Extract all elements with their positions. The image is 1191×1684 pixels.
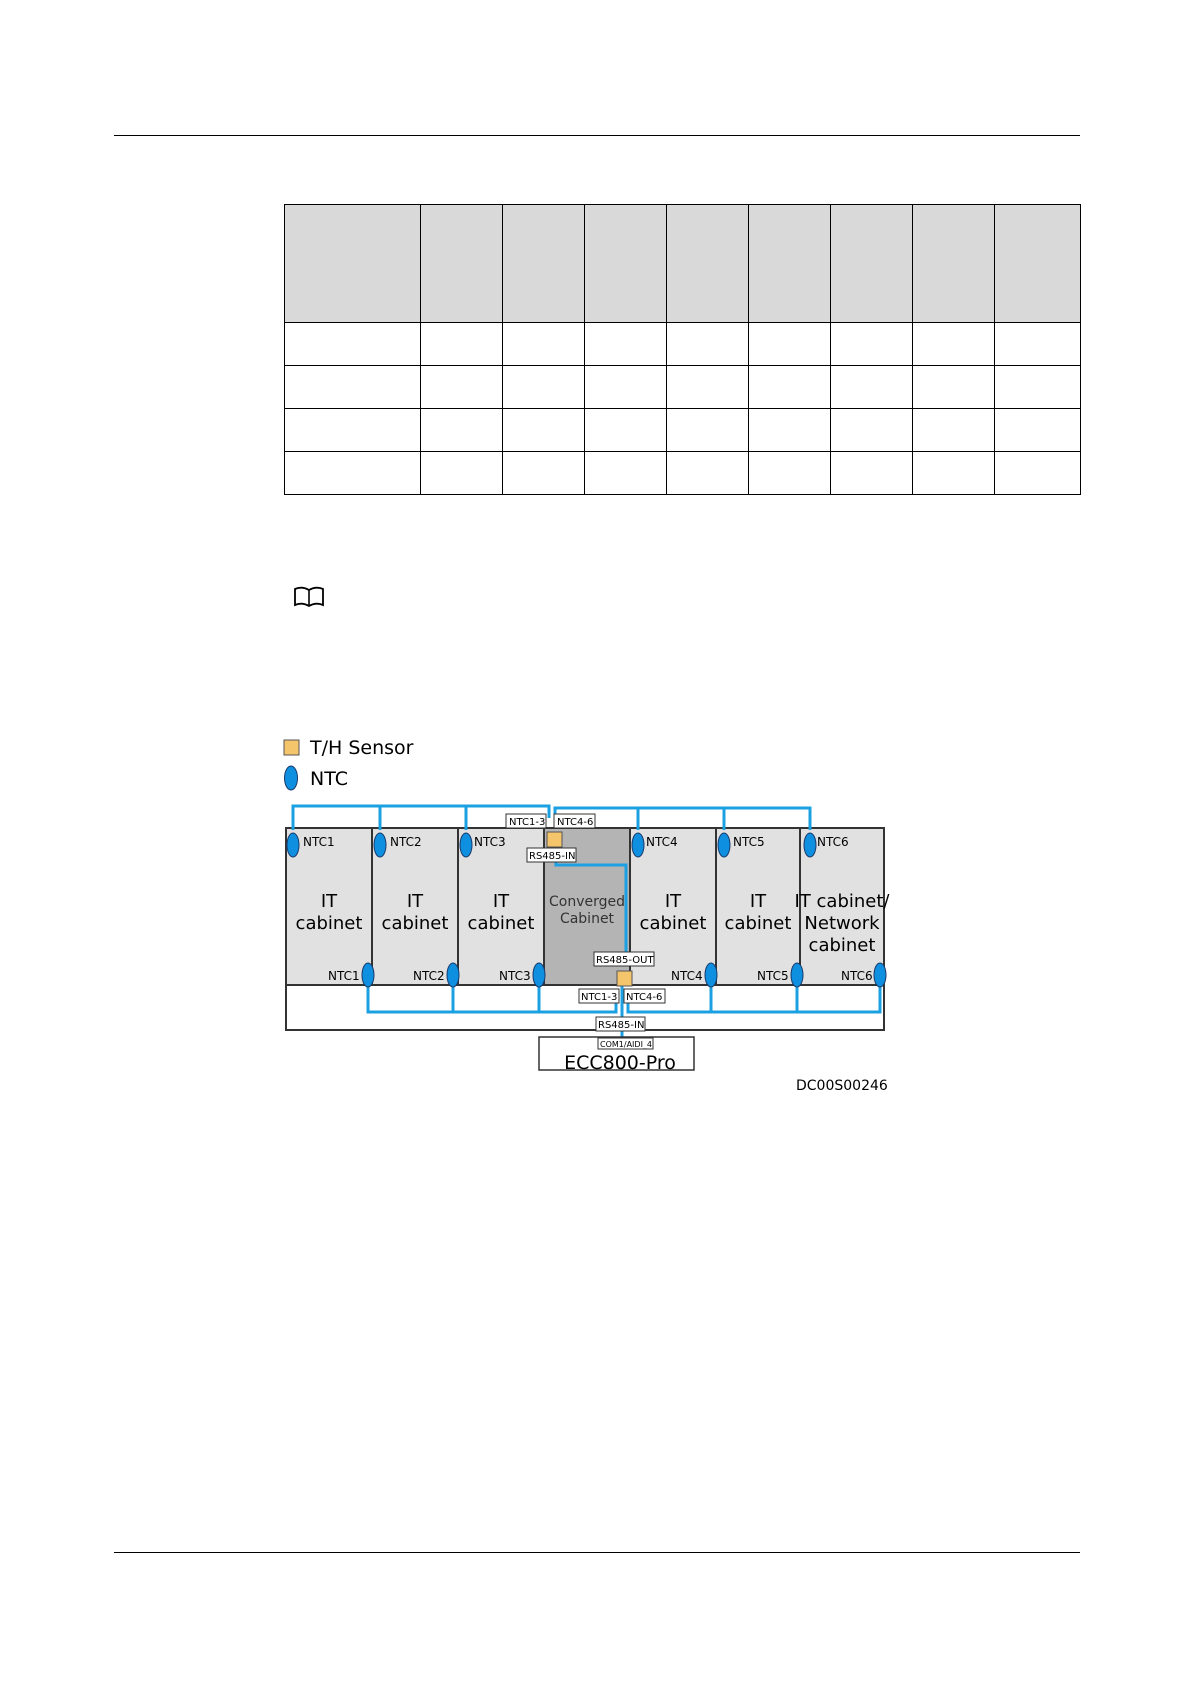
controller-name: ECC800-Pro	[564, 1052, 676, 1074]
cabinet-bottom-ntc-label: NTC4	[671, 969, 703, 983]
cabinet-name-line: IT	[406, 891, 424, 912]
ntc-sensor-bottom-2	[447, 963, 459, 987]
ntc-legend-label: NTC	[310, 768, 348, 790]
top-cable	[293, 806, 810, 830]
cabinet-bottom-ntc-label: NTC6	[841, 969, 873, 983]
cabinet-bottom-ntc-label: NTC5	[757, 969, 789, 983]
ntc-sensor-bottom-6	[874, 963, 886, 987]
port-label-bottom-ntc13: NTC1-3	[581, 992, 618, 1003]
converged-cabinet-name: Converged	[548, 894, 626, 910]
ntc-sensor-top-5	[718, 833, 730, 857]
cabinet-name-line: Network	[804, 913, 880, 934]
ntc-sensor-top-6	[804, 833, 816, 857]
ntc-sensor-top-4	[632, 833, 644, 857]
cabinet-name-line: cabinet	[381, 913, 449, 934]
cabinet-name-line: cabinet	[467, 913, 535, 934]
cabinet-name-line: cabinet	[639, 913, 707, 934]
ntc-sensor-bottom-3	[533, 963, 545, 987]
cabinet-name-line: IT cabinet/	[794, 891, 890, 912]
th-sensor-bottom	[617, 971, 632, 986]
cabinet-top-ntc-label: NTC5	[733, 835, 765, 849]
cabinet-name-line: IT	[664, 891, 682, 912]
sensor-legend-label: T/H Sensor	[310, 737, 414, 759]
ntc-sensor-top-3	[460, 833, 472, 857]
converged-cabinet-name: Cabinet	[559, 911, 615, 927]
cabinet-name-line: cabinet	[295, 913, 363, 934]
th-sensor-top	[547, 832, 562, 847]
ntc-sensor-bottom-1	[362, 963, 374, 987]
cabinet-bottom-ntc-label: NTC2	[413, 969, 445, 983]
cabinet-top-ntc-label: NTC4	[646, 835, 678, 849]
cabinet-name-line: IT	[320, 891, 338, 912]
port-label-rs485-out: RS485-OUT	[596, 955, 654, 966]
cabinet-name-line: IT	[492, 891, 510, 912]
cabinet-name-line: cabinet	[724, 913, 792, 934]
cabinet-bottom-ntc-label: NTC1	[328, 969, 360, 983]
figure-id: DC00S00246	[796, 1078, 888, 1094]
sensor-legend-icon	[284, 740, 299, 755]
port-label-rs485-in-bottom: RS485-IN	[598, 1020, 645, 1031]
ntc-sensor-top-2	[374, 833, 386, 857]
port-label-top-ntc13: NTC1-3	[509, 817, 546, 828]
cabinet-top-ntc-label: NTC3	[474, 835, 506, 849]
ntc-sensor-bottom-4	[705, 963, 717, 987]
port-label-top-ntc46: NTC4-6	[557, 817, 594, 828]
cabinet-name-line: IT	[749, 891, 767, 912]
ntc-sensor-top-1	[287, 833, 299, 857]
cabinet-bottom-ntc-label: NTC3	[499, 969, 531, 983]
cabinet-top-ntc-label: NTC6	[817, 835, 849, 849]
ntc-sensor-bottom-5	[791, 963, 803, 987]
cabinet-name-line: cabinet	[808, 935, 876, 956]
port-label-com: COM1/AIDI_4	[600, 1040, 653, 1049]
ntc-legend-icon	[285, 766, 298, 790]
cabinet-top-ntc-label: NTC1	[303, 835, 335, 849]
port-label-rs485-in: RS485-IN	[529, 851, 576, 862]
footer-rule	[114, 1552, 1080, 1553]
cabinet-top-ntc-label: NTC2	[390, 835, 422, 849]
port-label-bottom-ntc46: NTC4-6	[626, 992, 663, 1003]
